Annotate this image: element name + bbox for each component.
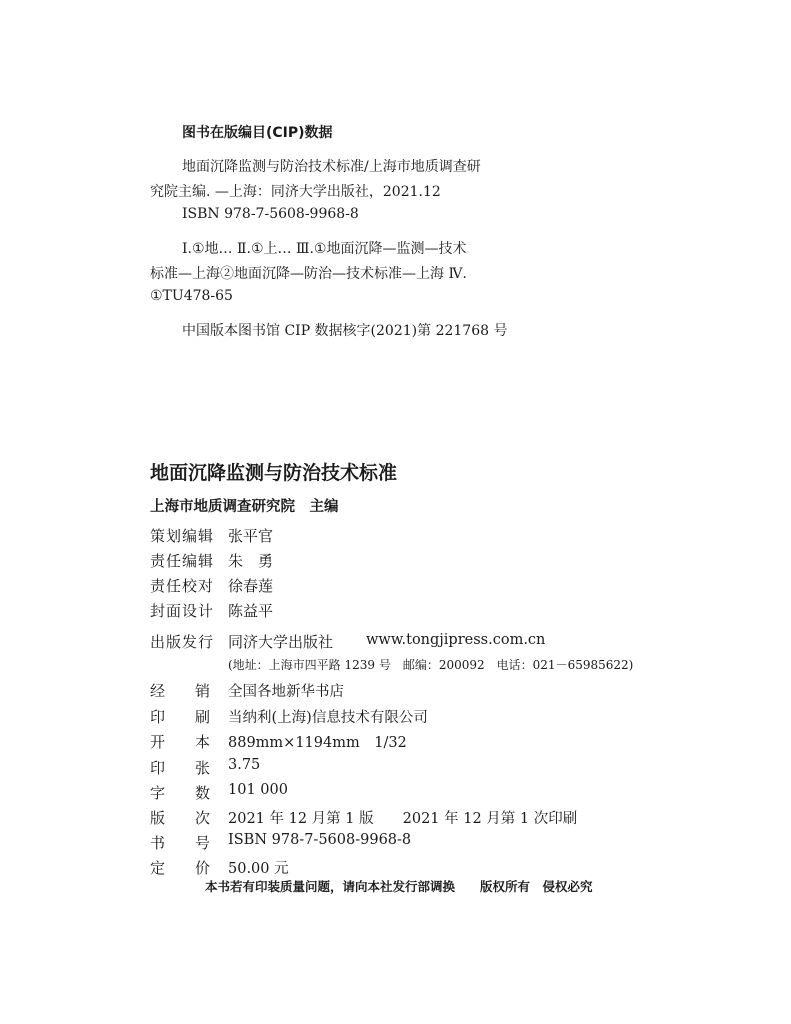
staff-label-proofreader: 责任校对	[150, 577, 215, 595]
spec-value-edition: 2021 年 12 月第 1 版 2021 年 12 月第 1 次印刷	[228, 811, 578, 827]
spec-value-distribution: 全国各地新华书店	[228, 684, 344, 700]
spec-label-char: 本	[194, 733, 210, 751]
spec-value-word-count: 101 000	[228, 782, 288, 798]
publisher-label: 出版发行	[150, 633, 215, 651]
publisher-name: 同济大学出版社	[228, 633, 334, 651]
spec-label-char: 字	[150, 784, 166, 802]
spec-label-distribution	[150, 680, 210, 701]
spec-label-word-count	[150, 782, 210, 803]
spec-label-printer	[150, 706, 210, 727]
spec-label-char: 号	[194, 834, 210, 852]
spec-label-char: 定	[150, 859, 166, 877]
cip-entry-line-2: 究院主编. —上海：同济大学出版社，2021.12	[150, 184, 441, 200]
spec-label-char: 印	[150, 759, 166, 777]
spec-label-sheets	[150, 757, 210, 778]
publisher-website: www.tongjipress.com.cn	[366, 632, 546, 648]
spec-label-isbn	[150, 832, 210, 853]
spec-value-printer: 当纳利(上海)信息技术有限公司	[228, 710, 428, 726]
spec-label-char: 书	[150, 834, 166, 852]
cip-subject-line-1: Ⅰ.①地… Ⅱ.①上… Ⅲ.①地面沉降—监测—技术	[182, 241, 467, 257]
spec-label-format	[150, 731, 210, 752]
cip-verify-line: 中国版本图书馆 CIP 数据核字(2021)第 221768 号	[182, 323, 508, 339]
spec-label-char: 张	[194, 759, 210, 777]
book-title: 地面沉降监测与防治技术标准	[150, 462, 398, 484]
spec-label-char: 价	[194, 859, 210, 877]
cip-subject-line-2: 标准—上海②地面沉降—防治—技术标准—上海 Ⅳ.	[150, 266, 467, 282]
spec-value-price: 50.00 元	[228, 861, 289, 877]
cip-entry-line-1: 地面沉降监测与防治技术标准/上海市地质调查研	[182, 159, 481, 175]
book-editor: 上海市地质调查研究院 主编	[150, 499, 339, 515]
staff-value-responsible-editor: 朱 勇	[228, 552, 274, 570]
staff-label-responsible-editor: 责任编辑	[150, 552, 215, 570]
spec-label-char: 数	[194, 784, 210, 802]
spec-value-isbn: ISBN 978-7-5608-9968-8	[228, 832, 412, 848]
cip-heading: 图书在版编目(CIP)数据	[182, 125, 333, 141]
spec-label-price	[150, 857, 210, 878]
spec-value-format: 889mm×1194mm 1/32	[228, 735, 407, 751]
spec-label-char: 开	[150, 733, 166, 751]
spec-label-char: 经	[150, 682, 166, 700]
spec-label-char: 印	[150, 708, 166, 726]
staff-label-planning-editor: 策划编辑	[150, 527, 215, 545]
publisher-address: (地址：上海市四平路 1239 号 邮编：200092 电话：021－65985622)	[228, 658, 634, 672]
spec-label-char: 销	[194, 682, 210, 700]
spec-label-char: 版	[150, 809, 166, 827]
spec-label-edition	[150, 807, 210, 828]
staff-value-cover-designer: 陈益平	[228, 602, 274, 620]
cip-subject-line-3: ①TU478-65	[150, 288, 233, 304]
staff-label-cover-designer: 封面设计	[150, 602, 215, 620]
spec-label-char: 刷	[194, 708, 210, 726]
copyright-notice: 本书若有印装质量问题，请向本社发行部调换 版权所有 侵权必究	[205, 879, 593, 894]
spec-label-char: 次	[194, 809, 210, 827]
staff-value-planning-editor: 张平官	[228, 527, 274, 545]
staff-value-proofreader: 徐春莲	[228, 577, 274, 595]
cip-isbn-line: ISBN 978-7-5608-9968-8	[182, 206, 359, 222]
spec-value-sheets: 3.75	[228, 757, 261, 773]
